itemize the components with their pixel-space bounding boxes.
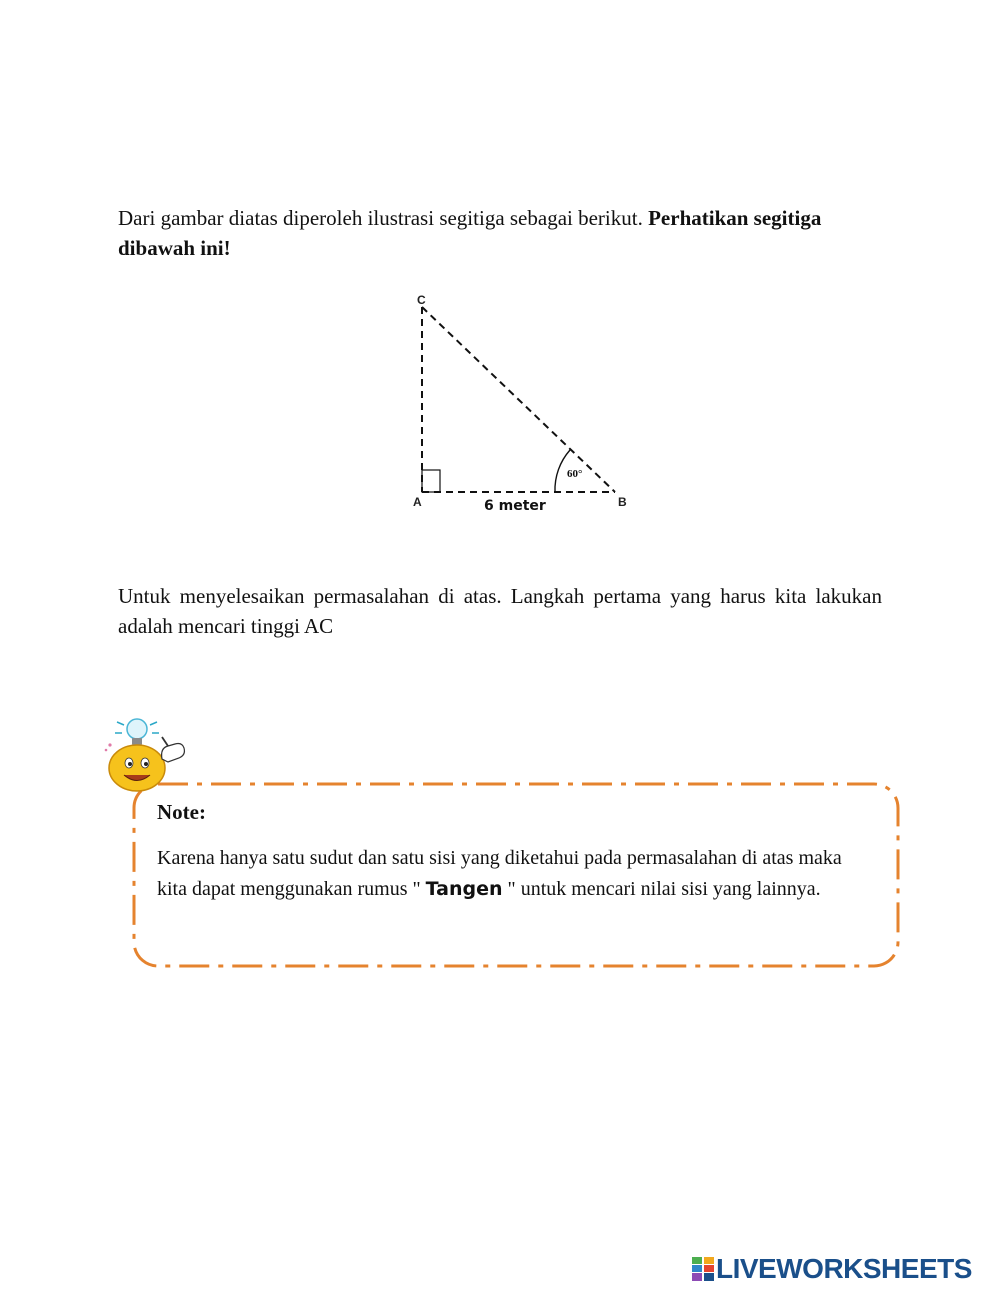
liveworksheets-wordmark: LIVEWORKSHEETS [716,1253,972,1284]
vertex-a-label: A [413,495,422,509]
idea-smiley-icon [100,715,195,795]
angle-b-label: 60° [567,468,583,480]
pointing-hand-icon [162,737,185,762]
right-angle-marker [422,470,440,492]
step-paragraph: Untuk menyelesaikan permasalahan di atas. Langkah pertama yang harus kita lakukan adalah mencari tinggi AC [118,584,882,638]
note-body [157,843,875,905]
liveworksheets-mark-icon [692,1257,714,1281]
note-body-before: Karena hanya satu sudut dan satu sisi yang diketahui pada permasalahan di atas maka kita dapat menggunakan rumus " [157,847,842,900]
side-bc [422,307,615,492]
triangle-figure [400,285,640,520]
intro-paragraph [118,203,882,263]
liveworksheets-logo [692,1252,972,1286]
note-body-after: " untuk mencari nilai sisi yang lainnya. [502,878,821,900]
lightbulb-icon [115,719,159,745]
base-length-label: 6 meter [484,498,546,514]
intro-emphasis: Perhatikan segitiga dibawah ini! [118,206,822,260]
note-title: Note: [157,800,206,824]
vertex-c-label: C [417,293,426,307]
intro-text: Dari gambar diatas diperoleh ilustrasi segitiga sebagai berikut. [118,206,649,230]
vertex-b-label: B [618,495,627,509]
note-keyword: Tangen [425,878,503,900]
